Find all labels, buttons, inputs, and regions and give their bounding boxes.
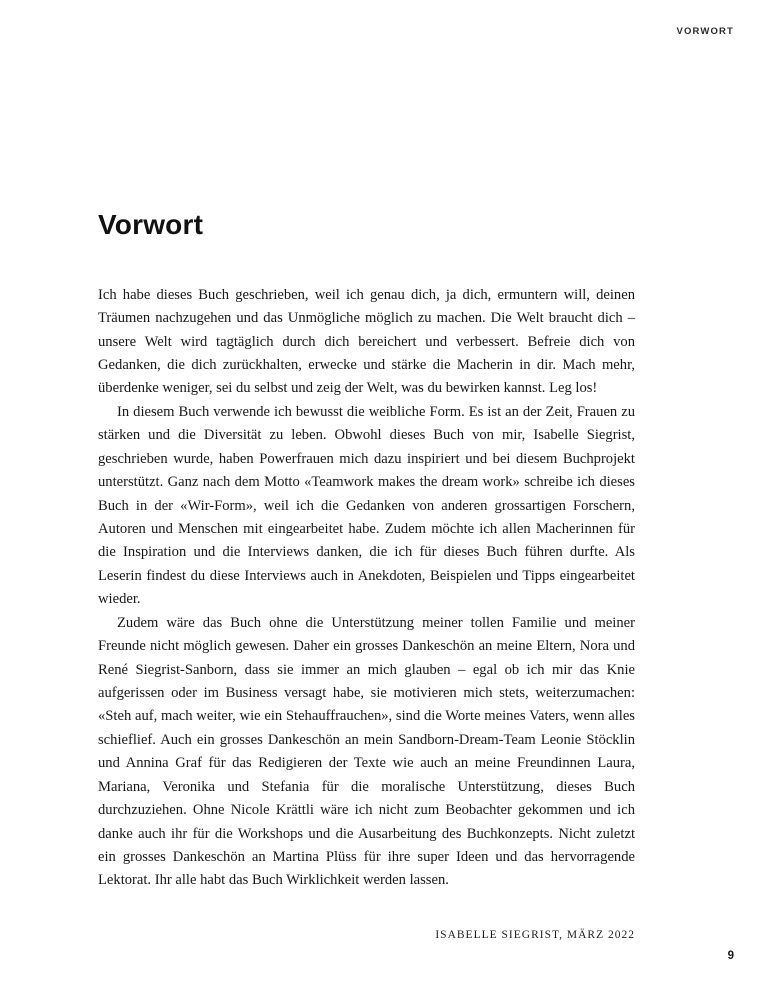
body-text bbox=[98, 284, 635, 893]
running-head: VORWORT bbox=[676, 26, 734, 37]
author-signature: ISABELLE SIEGRIST, MÄRZ 2022 bbox=[435, 928, 635, 941]
paragraph: Ich habe dieses Buch geschrieben, weil ich genau dich, ja dich, ermuntern will, deinen Träumen nachzugehen und das Unmögliche möglich zu machen. Die Welt braucht dich – unsere Welt wird tagtäglich durch dich bereichert und verbessert. Befreie dich von Gedanken, die dich zurückhalten, erwecke und stärke die Macherin in dir. Mach mehr, überdenke weniger, sei du selbst und zeig der Welt, was du bewirken kannst. Leg los! bbox=[98, 286, 635, 397]
page-number: 9 bbox=[727, 950, 734, 962]
paragraph: Zudem wäre das Buch ohne die Unterstützung meiner tollen Familie und meiner Freunde nicht möglich gewesen. Daher ein grosses Dankeschön an meine Eltern, Nora und René Siegrist-Sanborn, dass sie immer an mich glauben – egal ob ich mir das Knie aufgerissen oder im Business versagt habe, sie motivieren mich stets, weiterzumachen: «Steh auf, mach weiter, wie ein Stehauffrauchen», sind die Worte meines Vaters, wenn alles schieflief. Auch ein grosses Dankeschön an mein Sandborn-Dream-Team Leonie Stöcklin und Annina Graf für das Redigieren der Texte wie auch an meine Freundinnen Laura, Mariana, Veronika und Stefania für die moralische Unterstützung, dieses Buch durchzuziehen. Ohne Nicole Krättli wäre ich nicht zum Beobachter gekommen und ich danke auch ihr für die Workshops und die Ausarbeitung des Buchkonzepts. Nicht zuletzt ein grosses Dankeschön an Martina Plüss für ihre super Ideen und das hervorragende Lektorat. Ihr alle habt das Buch Wirklichkeit werden lassen. bbox=[98, 614, 635, 889]
page-title: Vorwort bbox=[98, 209, 204, 240]
page-content bbox=[98, 210, 635, 941]
paragraph: In diesem Buch verwende ich bewusst die weibliche Form. Es ist an der Zeit, Frauen zu stärken und die Diversität zu leben. Obwohl dieses Buch von mir, Isabelle Siegrist, geschrieben wurde, haben Powerfrauen mich dazu inspiriert und bei diesem Buchprojekt unterstützt. Ganz nach dem Motto «Teamwork makes the dream work» schreibe ich dieses Buch in der «Wir-Form», weil ich die Gedanken von anderen grossartigen Forschern, Autoren und Menschen mit eingearbeitet habe. Zudem möchte ich allen Macherinnen für die Inspiration und die Interviews danken, die ich für dieses Buch führen durfte. Als Leserin findest du diese Interviews auch in Anekdoten, Beispielen und Tipps eingearbeitet wieder. bbox=[98, 403, 635, 608]
